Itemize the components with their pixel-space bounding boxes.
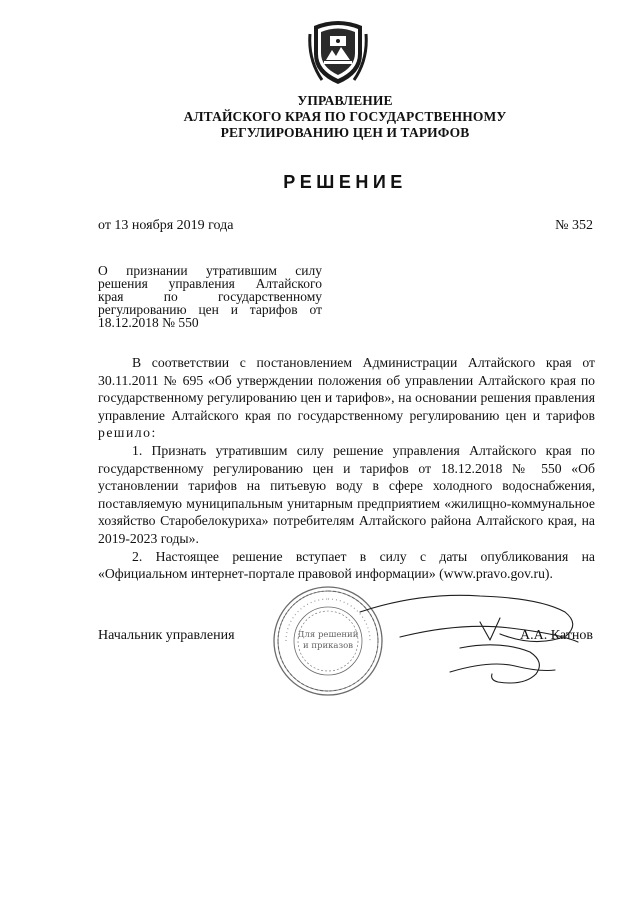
handwritten-signature [340, 582, 590, 692]
signatory-name: А.А. Катнов [520, 628, 593, 643]
decided-word: решило: [98, 425, 157, 441]
org-line: УПРАВЛЕНИЕ [297, 93, 393, 108]
document-subject [98, 264, 322, 329]
document-type: РЕШЕНИЕ [283, 172, 407, 192]
signatory-title: Начальник управления [98, 628, 235, 643]
document-date: от 13 ноября 2019 года [98, 218, 234, 233]
seal-inner-line: Для решений [297, 630, 359, 640]
subject-line: края по государственному [98, 289, 322, 304]
document-body [98, 354, 595, 583]
item-2-paragraph: 2. Настоящее решение вступает в силу с даты опубликования на «Официальном интернет-портале правовой информации» (www.pravo.gov.ru). [98, 548, 595, 582]
org-line: РЕГУЛИРОВАНИЮ ЦЕН И ТАРИФОВ [220, 125, 470, 140]
document-number: № 352 [555, 218, 593, 233]
intro-text: В соответствии с постановлением Администрации Алтайского края от 30.11.2011 № 695 «Об утверждении положения об управлении Алтайского края по государственному регулированию цен и тарифов», на основании решения правления управление Алтайского края по государственному регулированию цен и тарифов [98, 355, 595, 423]
intro-paragraph [98, 354, 595, 442]
organization-name [0, 93, 639, 141]
subject-line: решения управления Алтайского [98, 276, 322, 291]
subject-line: 18.12.2018 № 550 [98, 315, 199, 330]
subject-line: регулированию цен и тарифов от [98, 302, 322, 317]
org-line: АЛТАЙСКОГО КРАЯ ПО ГОСУДАРСТВЕННОМУ [183, 109, 507, 124]
subject-line: О признании утратившим силу [98, 263, 322, 278]
coat-of-arms-icon [308, 20, 368, 86]
item-1-paragraph: 1. Признать утратившим силу решение управления Алтайского края по государственному регулированию цен и тарифов от 18.12.2018 № 550 «Об установлении тарифов на питьевую воду в сфере холодного водоснабжения, поставляемую муниципальным унитарным предприятием «жилищно-коммунальное хозяйство Старобелокуриха» потребителям Алтайского района Алтайского края, на 2019-2023 годы». [98, 442, 595, 546]
seal-inner-line: и приказов [302, 641, 354, 651]
